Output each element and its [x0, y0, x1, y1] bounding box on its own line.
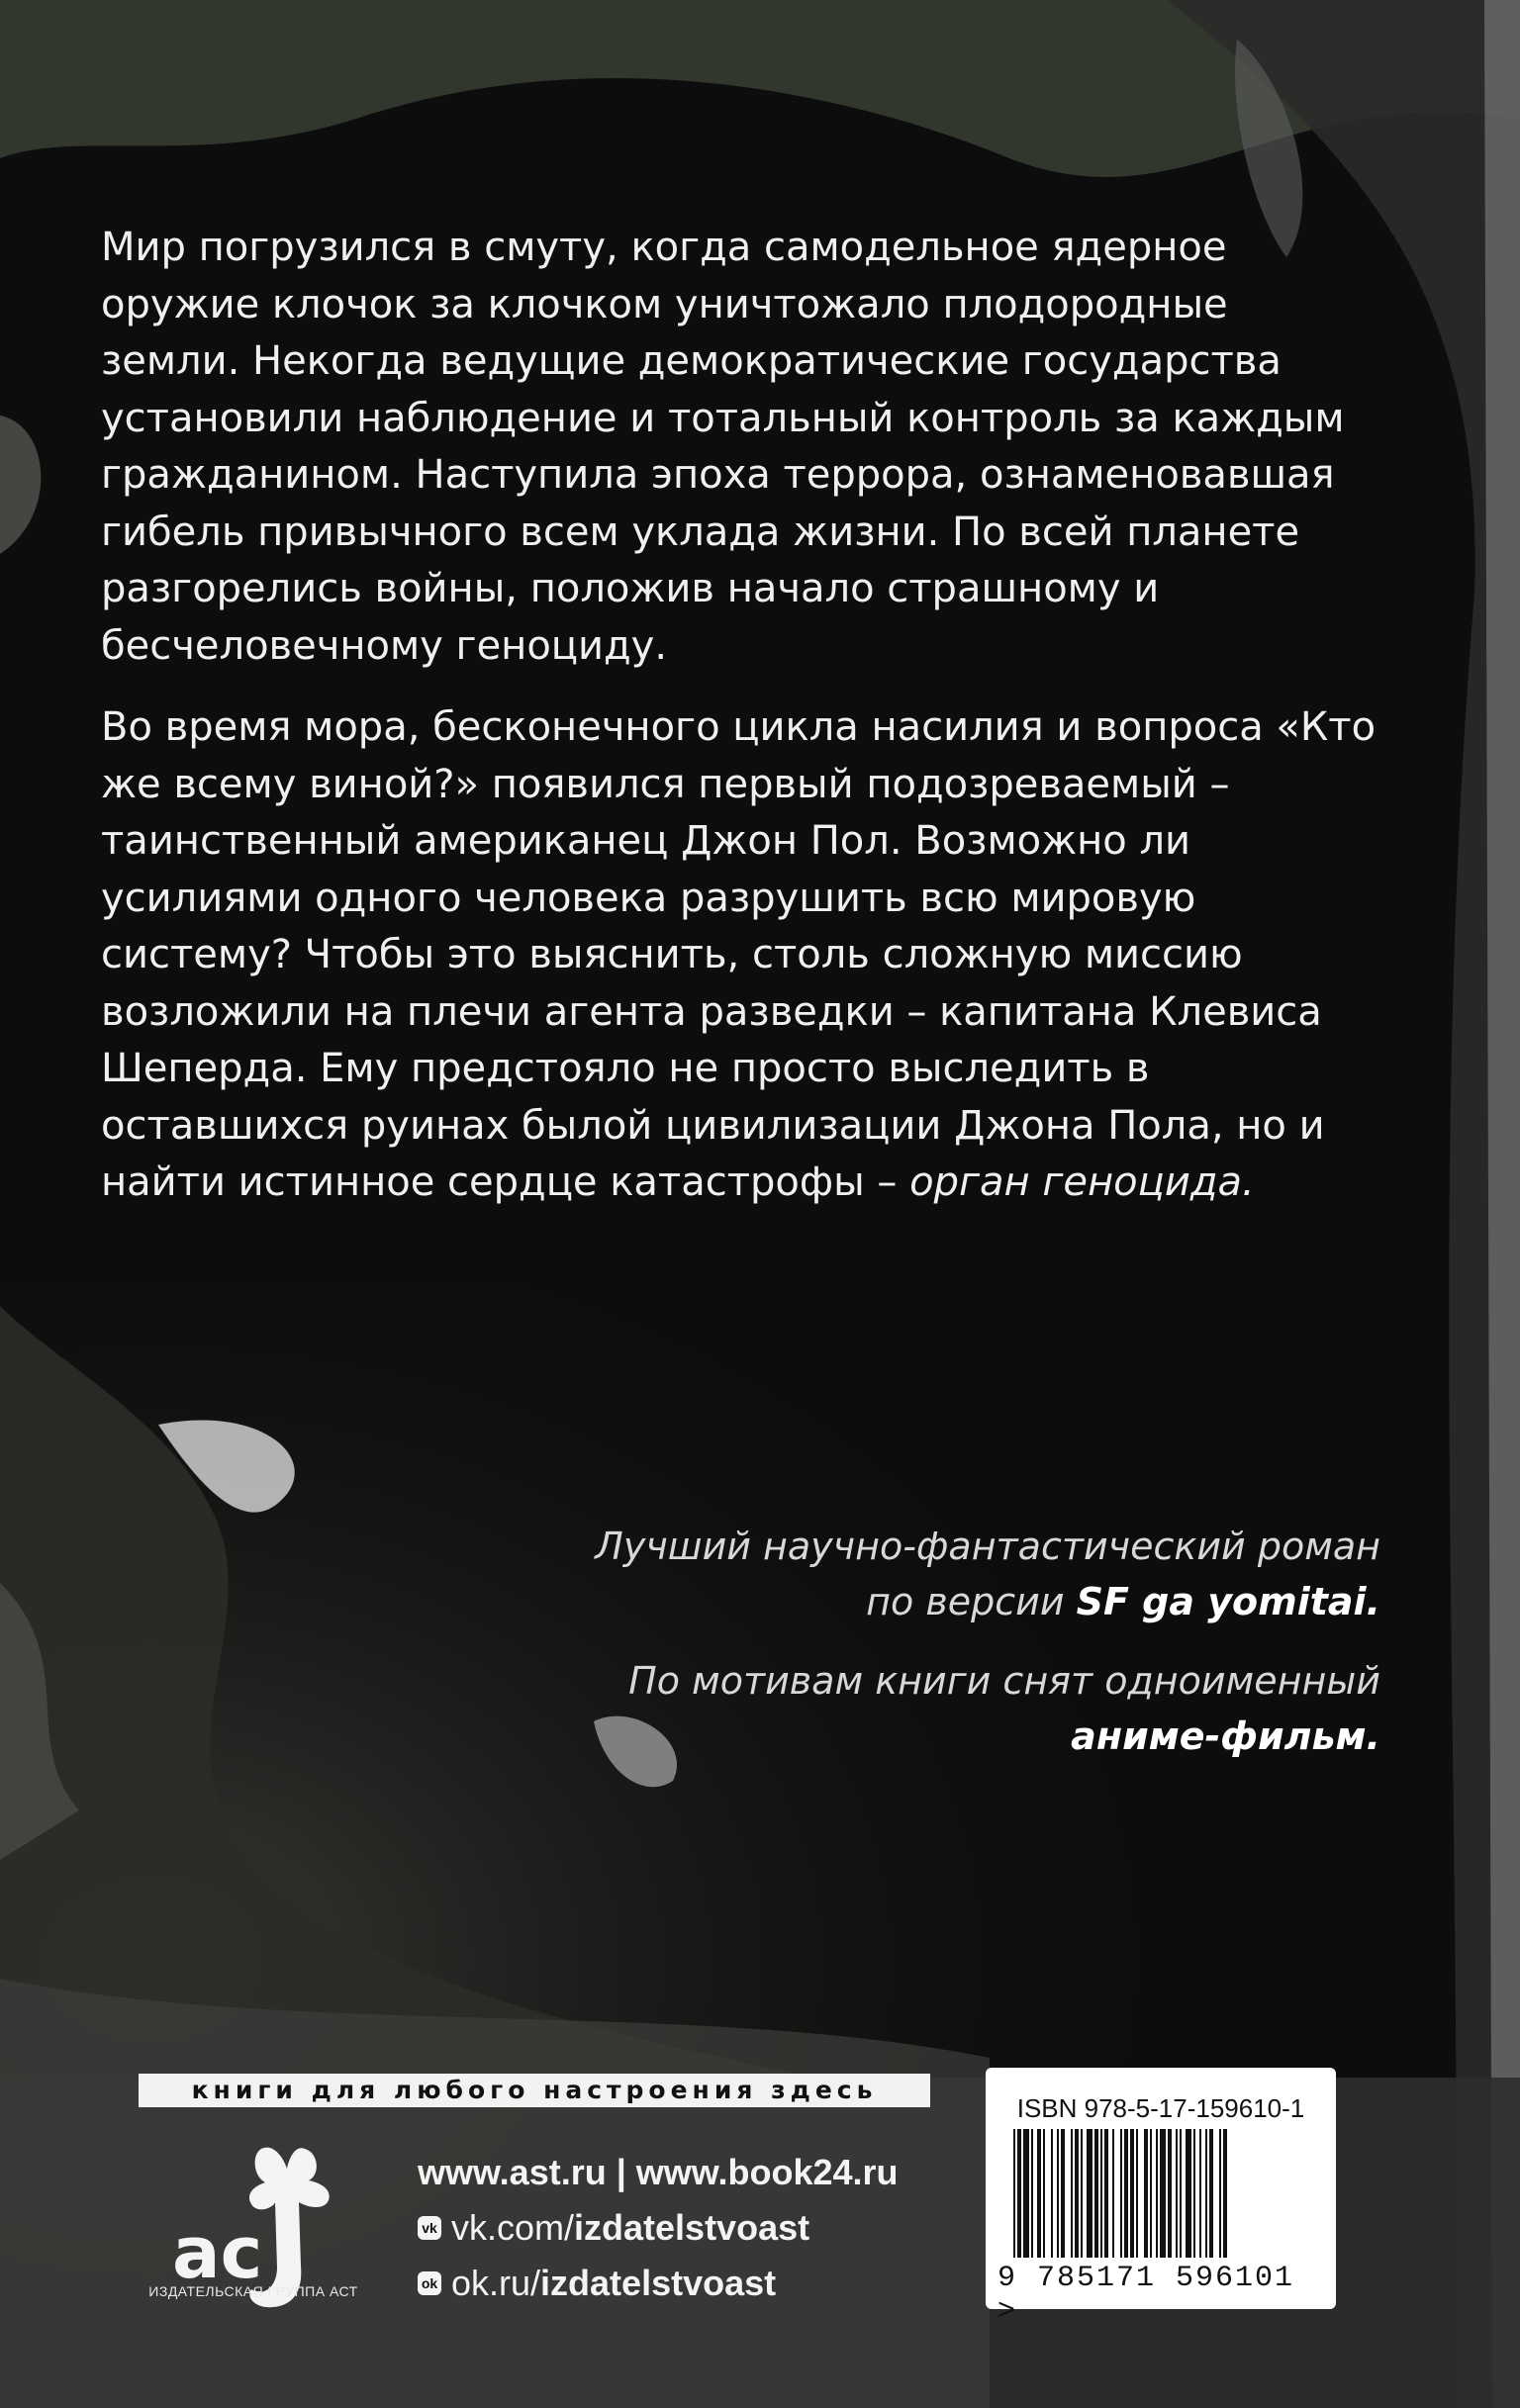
- award-source: SF ga yomitai.: [1076, 1580, 1380, 1623]
- award-blurb: [490, 1519, 1380, 1629]
- adaptation-emphasis: аниме-фильм.: [1071, 1714, 1380, 1758]
- ok-handle: izdatelstvoast: [540, 2263, 777, 2303]
- publisher-tagline: книги для любого настроения здесь: [139, 2074, 930, 2107]
- svg-text:ac: ac: [172, 2211, 263, 2294]
- ok-row[interactable]: [418, 2256, 899, 2311]
- award-line-2-prefix: по версии: [866, 1580, 1077, 1623]
- award-line-1: Лучший научно-фантастический роман: [595, 1525, 1380, 1568]
- ok-icon: ok: [418, 2271, 441, 2295]
- barcode-bars: [1013, 2129, 1308, 2258]
- adaptation-blurb: [490, 1653, 1380, 1764]
- ok-prefix: ok.ru/: [451, 2263, 541, 2303]
- barcode-digits: 9 785171 596101 >: [998, 2262, 1295, 2329]
- synopsis-emphasis: орган геноцида.: [909, 1159, 1255, 1205]
- adaptation-line-1: По мотивам книги снят одноименный: [628, 1659, 1380, 1703]
- link-separator: |: [616, 2152, 626, 2192]
- synopsis-paragraph-2-text: Во время мора, бесконечного цикла насилия и вопроса «Кто же всему виной?» появился первый подозреваемый – таинственный американец Джон Пол. Возможно ли усилиями одного человека разрушить всю мировую систему? Чтобы это выяснить, столь сложную миссию возложили на плечи агента разведки – капитана Клевиса Шеперда. Ему предстояло не просто выследить в оставшихся руинах былой цивилизации Джона Пола, но и найти истинное сердце катастрофы –: [101, 704, 1377, 1205]
- synopsis-paragraph-1: Мир погрузился в смуту, когда самодельное ядерное оружие клочок за клочком уничтожало плодородные земли. Некогда ведущие демократические государства установили наблюдение и тотальный контроль за каждым гражданином. Наступила эпоха террора, ознаменовавшая гибель привычного всем уклада жизни. По всей планете разгорелись войны, положив начало страшному и бесчеловечному геноциду.: [101, 225, 1345, 669]
- vk-row[interactable]: [418, 2200, 899, 2256]
- blurbs: [490, 1519, 1380, 1764]
- website-link-ast[interactable]: www.ast.ru: [418, 2152, 607, 2192]
- vk-handle: izdatelstvoast: [574, 2207, 810, 2248]
- vk-prefix: vk.com/: [451, 2207, 575, 2248]
- synopsis-paragraph-2: [101, 699, 1378, 1212]
- isbn-number: ISBN 978-5-17-159610-1: [1016, 2093, 1305, 2123]
- barcode-box: [986, 2068, 1336, 2329]
- publisher-links: [418, 2145, 899, 2311]
- synopsis: [101, 220, 1378, 1212]
- logo-caption: ИЗДАТЕЛЬСКАЯ ГРУППА АСТ: [148, 2283, 358, 2299]
- website-row: [418, 2145, 899, 2200]
- vk-icon: vk: [418, 2216, 441, 2240]
- website-link-book24[interactable]: www.book24.ru: [635, 2152, 899, 2192]
